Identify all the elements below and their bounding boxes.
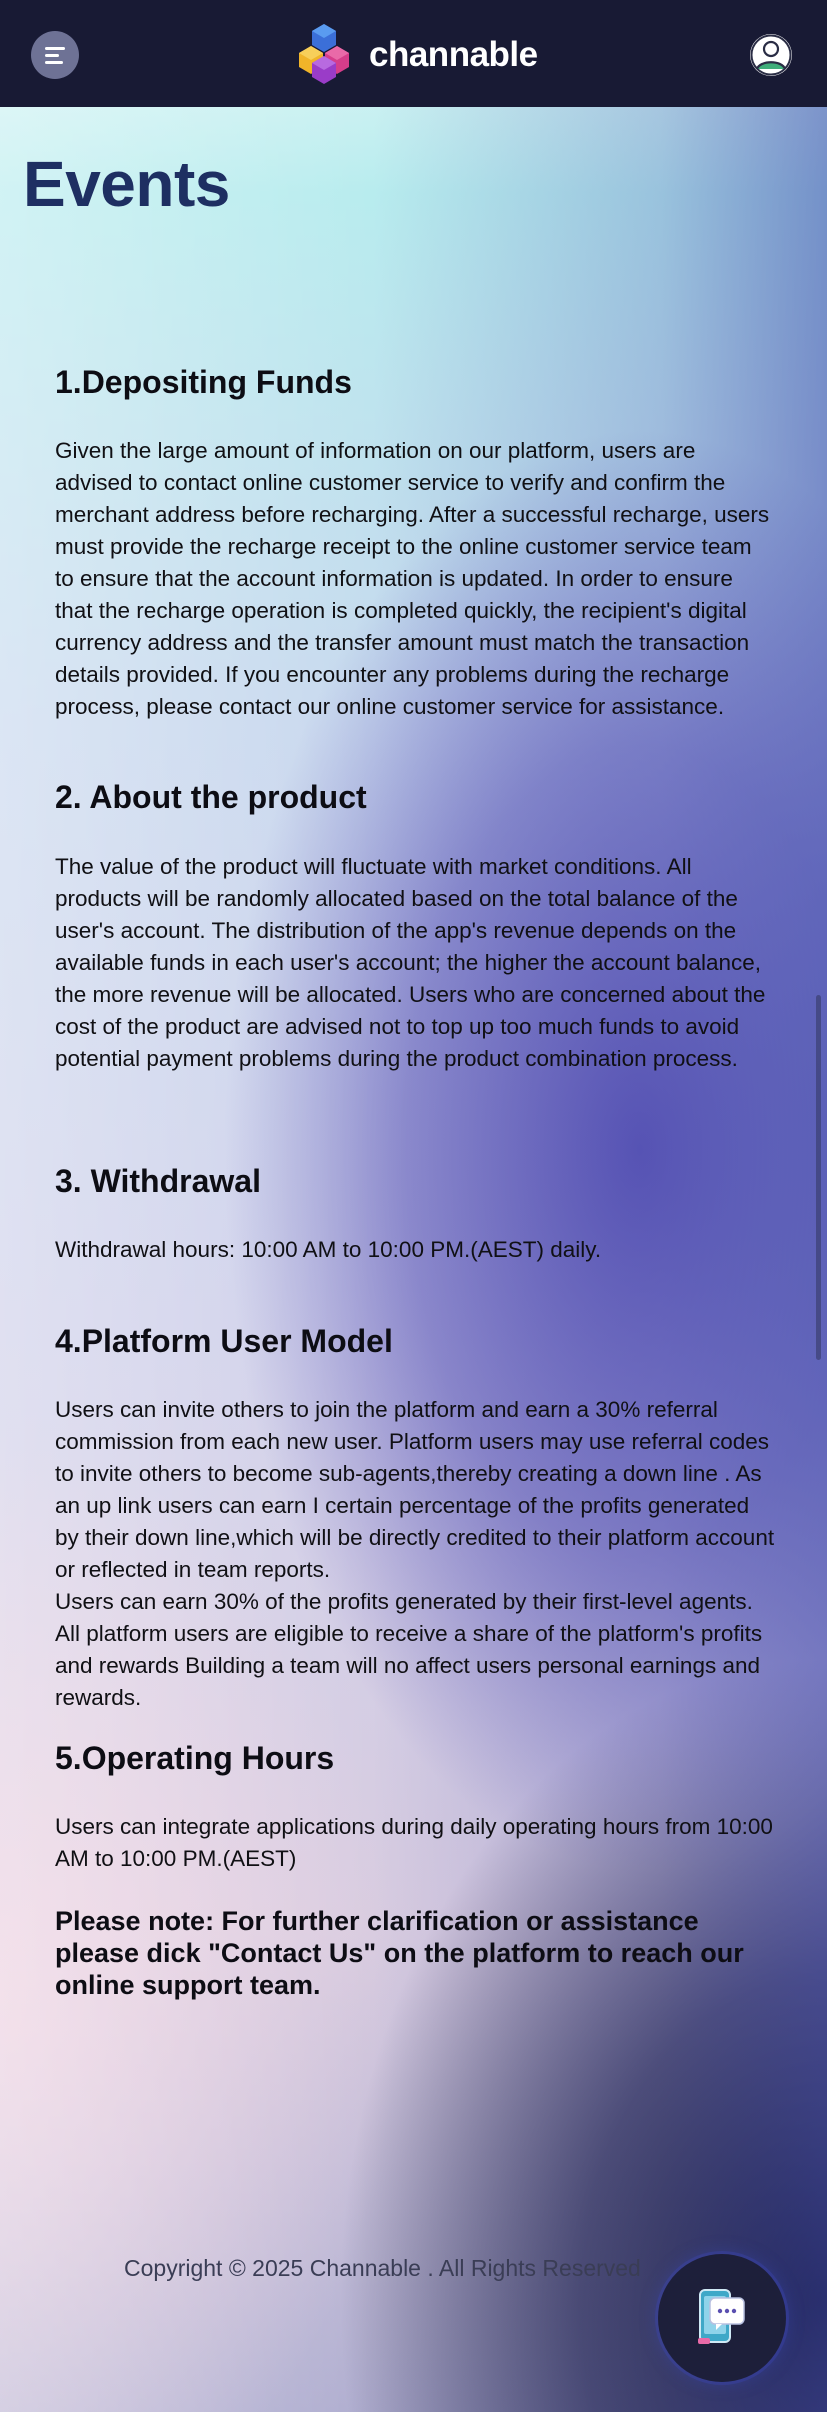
section-body-about-product (55, 851, 775, 1075)
top-navigation-bar (0, 0, 827, 107)
brand-name: channable (369, 35, 538, 74)
section-body-withdrawal (55, 1234, 775, 1266)
section-heading-withdrawal: 3. Withdrawal (55, 1163, 261, 1199)
section-body-depositing-funds (55, 435, 775, 723)
section-heading-depositing-funds: 1.Depositing Funds (55, 364, 352, 400)
section-heading-about-product: 2. About the product (55, 779, 367, 815)
chat-support-button[interactable] (658, 2254, 786, 2382)
section-paragraph: The value of the product will fluctuate with market conditions. All products will be randomly allocated based on the total balance of the user's account. The distribution of the app's revenue depends on the available funds in each user's account; the higher the account balance, the more revenue will be allocated. Users who are concerned about the cost of the product are advised not to top up too much funds to avoid potential payment problems during the product combination process. (55, 854, 766, 1071)
section-body-platform-user-model (55, 1394, 775, 1714)
channable-logo-icon (291, 22, 357, 88)
menu-icon[interactable] (31, 31, 79, 79)
chat-support-icon (658, 2254, 786, 2382)
brand-logo[interactable] (291, 22, 538, 88)
user-avatar-icon[interactable] (749, 33, 793, 77)
section-body-operating-hours (55, 1811, 775, 1875)
support-note: Please note: For further clarification or assistance please dick "Contact Us" on the platform to reach our online support team. (55, 1906, 744, 2000)
section-paragraph: Withdrawal hours: 10:00 AM to 10:00 PM.(AEST) daily. (55, 1237, 602, 1262)
copyright-text: Copyright © 2025 Channable . All Rights Reserved (124, 2255, 641, 2281)
page-scrollbar[interactable] (816, 995, 821, 1360)
section-paragraph: Users can integrate applications during daily operating hours from 10:00 AM to 10:00 PM.(AEST) (55, 1814, 773, 1871)
section-paragraph: Users can invite others to join the platform and earn a 30% referral commission from each new user. Platform users may use referral codes to invite others to become sub-agents,thereby creating a down line . As an up link users can earn I certain percentage of the profits generated by their down line,which will be directly credited to their platform account or reflected in team reports. (55, 1397, 775, 1582)
page-title: Events (23, 148, 230, 220)
section-heading-operating-hours: 5.Operating Hours (55, 1740, 335, 1776)
section-heading-platform-user-model: 4.Platform User Model (55, 1323, 393, 1359)
section-paragraph: Given the large amount of information on our platform, users are advised to contact online customer service to verify and confirm the merchant address before recharging. After a successful recharge, users must provide the recharge receipt to the online customer service team to ensure that the account information is updated. In order to ensure that the recharge operation is completed quickly, the recipient's digital currency address and the transfer amount must match the transaction details provided. If you encounter any problems during the recharge process, please contact our online customer service for assistance. (55, 438, 770, 719)
section-paragraph: Users can earn 30% of the profits generated by their first-level agents. All platform users are eligible to receive a share of the platform's profits and rewards Building a team will no affect users personal earnings and rewards. (55, 1589, 763, 1710)
